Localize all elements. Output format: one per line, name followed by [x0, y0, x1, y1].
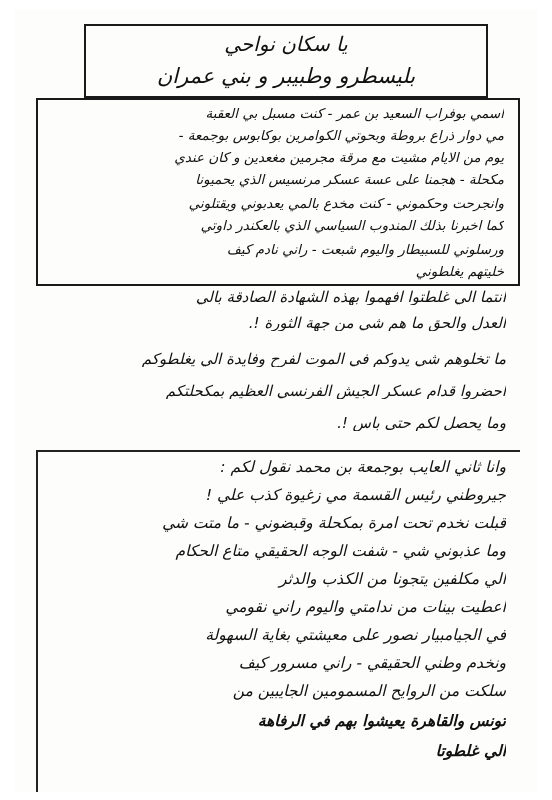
testimony-1-line: مي دوار ذراع بروطة وبحوتي الكوامرين بوكابوس بوجمعة -	[178, 130, 504, 144]
testimony-2-line: وما عذبوني شي - شفت الوجه الحقيقي متاع الحكام	[175, 544, 506, 560]
appeal-line: انتما الي غلطتوا افهموا بهذه الشهادة الصادقة بالي	[195, 290, 506, 305]
testimony-2-line: جيروطني رئيس القسمة مي زغيوة كذب علي !	[205, 488, 506, 504]
appeal-line: ما تخلوهم شي يدوكم في الموت لفرح وفايدة الي يغلطوكم	[141, 352, 506, 367]
leaflet-page	[14, 10, 538, 792]
appeal-line	[46, 384, 506, 399]
testimony-1-line: خليتهم يغلطوني	[415, 266, 504, 280]
testimony-2-line: تونس والقاهرة يعيشوا بهم في الرفاهة	[257, 714, 506, 730]
appeal-line: العدل والحق ما هم شي من جهة الثورة !.	[248, 316, 506, 331]
testimony-1-line: مكحلة - هجمنا على عسة عسكر مرنسيس الذي يحميونا	[195, 174, 504, 188]
testimony-box-1	[36, 98, 520, 286]
appeal-line: وما يحصل لكم حتى باس !.	[337, 416, 506, 431]
testimony-1-line: كما اخبرنا بذلك المندوب السياسي الذي بالعكندر داوتي	[200, 220, 504, 234]
title-line-1: يا سكان نواحي	[224, 32, 348, 56]
title-line-2: بليسطرو وطبيبر و بني عمران	[156, 64, 416, 88]
testimony-1-line: يوم من الايام مشيت مع مرقة مجرمين مغعدين و كان عندي	[174, 152, 504, 166]
testimony-2-line: اعطيت بينات من ندامتي واليوم راني نقومي	[225, 600, 506, 616]
appeal-underlined-text: احضروا قدام عسكر الجيش الفرنسي العظيم بمكحلتكم	[166, 384, 506, 399]
testimony-2-line: ونخدم وطني الحقيقي - راني مسرور كيف	[238, 656, 506, 672]
testimony-box-2	[36, 450, 520, 792]
testimony-2-line: قبلت نخدم تحت امرة بمكحلة وقبضوني - ما متت شي	[162, 516, 506, 532]
testimony-2-line: وانا ثاني العايب بوجمعة بن محمد نقول لكم :	[220, 460, 506, 476]
testimony-1-line: اسمي بوفراب السعيد بن عمر - كنت مسبل بي العقبة	[205, 108, 504, 122]
testimony-2-line: في الجيامبيار نصور على معيشتي بغاية السهولة	[205, 628, 506, 644]
appeal-section	[36, 280, 520, 450]
testimony-2-line: الي مكلفين يتجونا من الكذب والدثر	[279, 572, 506, 588]
testimony-2-line: سلكت من الروايح المسمومين الجايبين من	[232, 684, 506, 700]
testimony-1-line: ورسلوني للسبيطار واليوم شبعت - راني نادم كيف	[226, 244, 504, 258]
title-box	[84, 24, 488, 98]
testimony-2-line: الي غلطوتا	[435, 744, 506, 760]
testimony-1-line: وانجرحت وحكموني - كنت مخدع بالمي يعدبوني ويقتلوني	[188, 198, 504, 212]
